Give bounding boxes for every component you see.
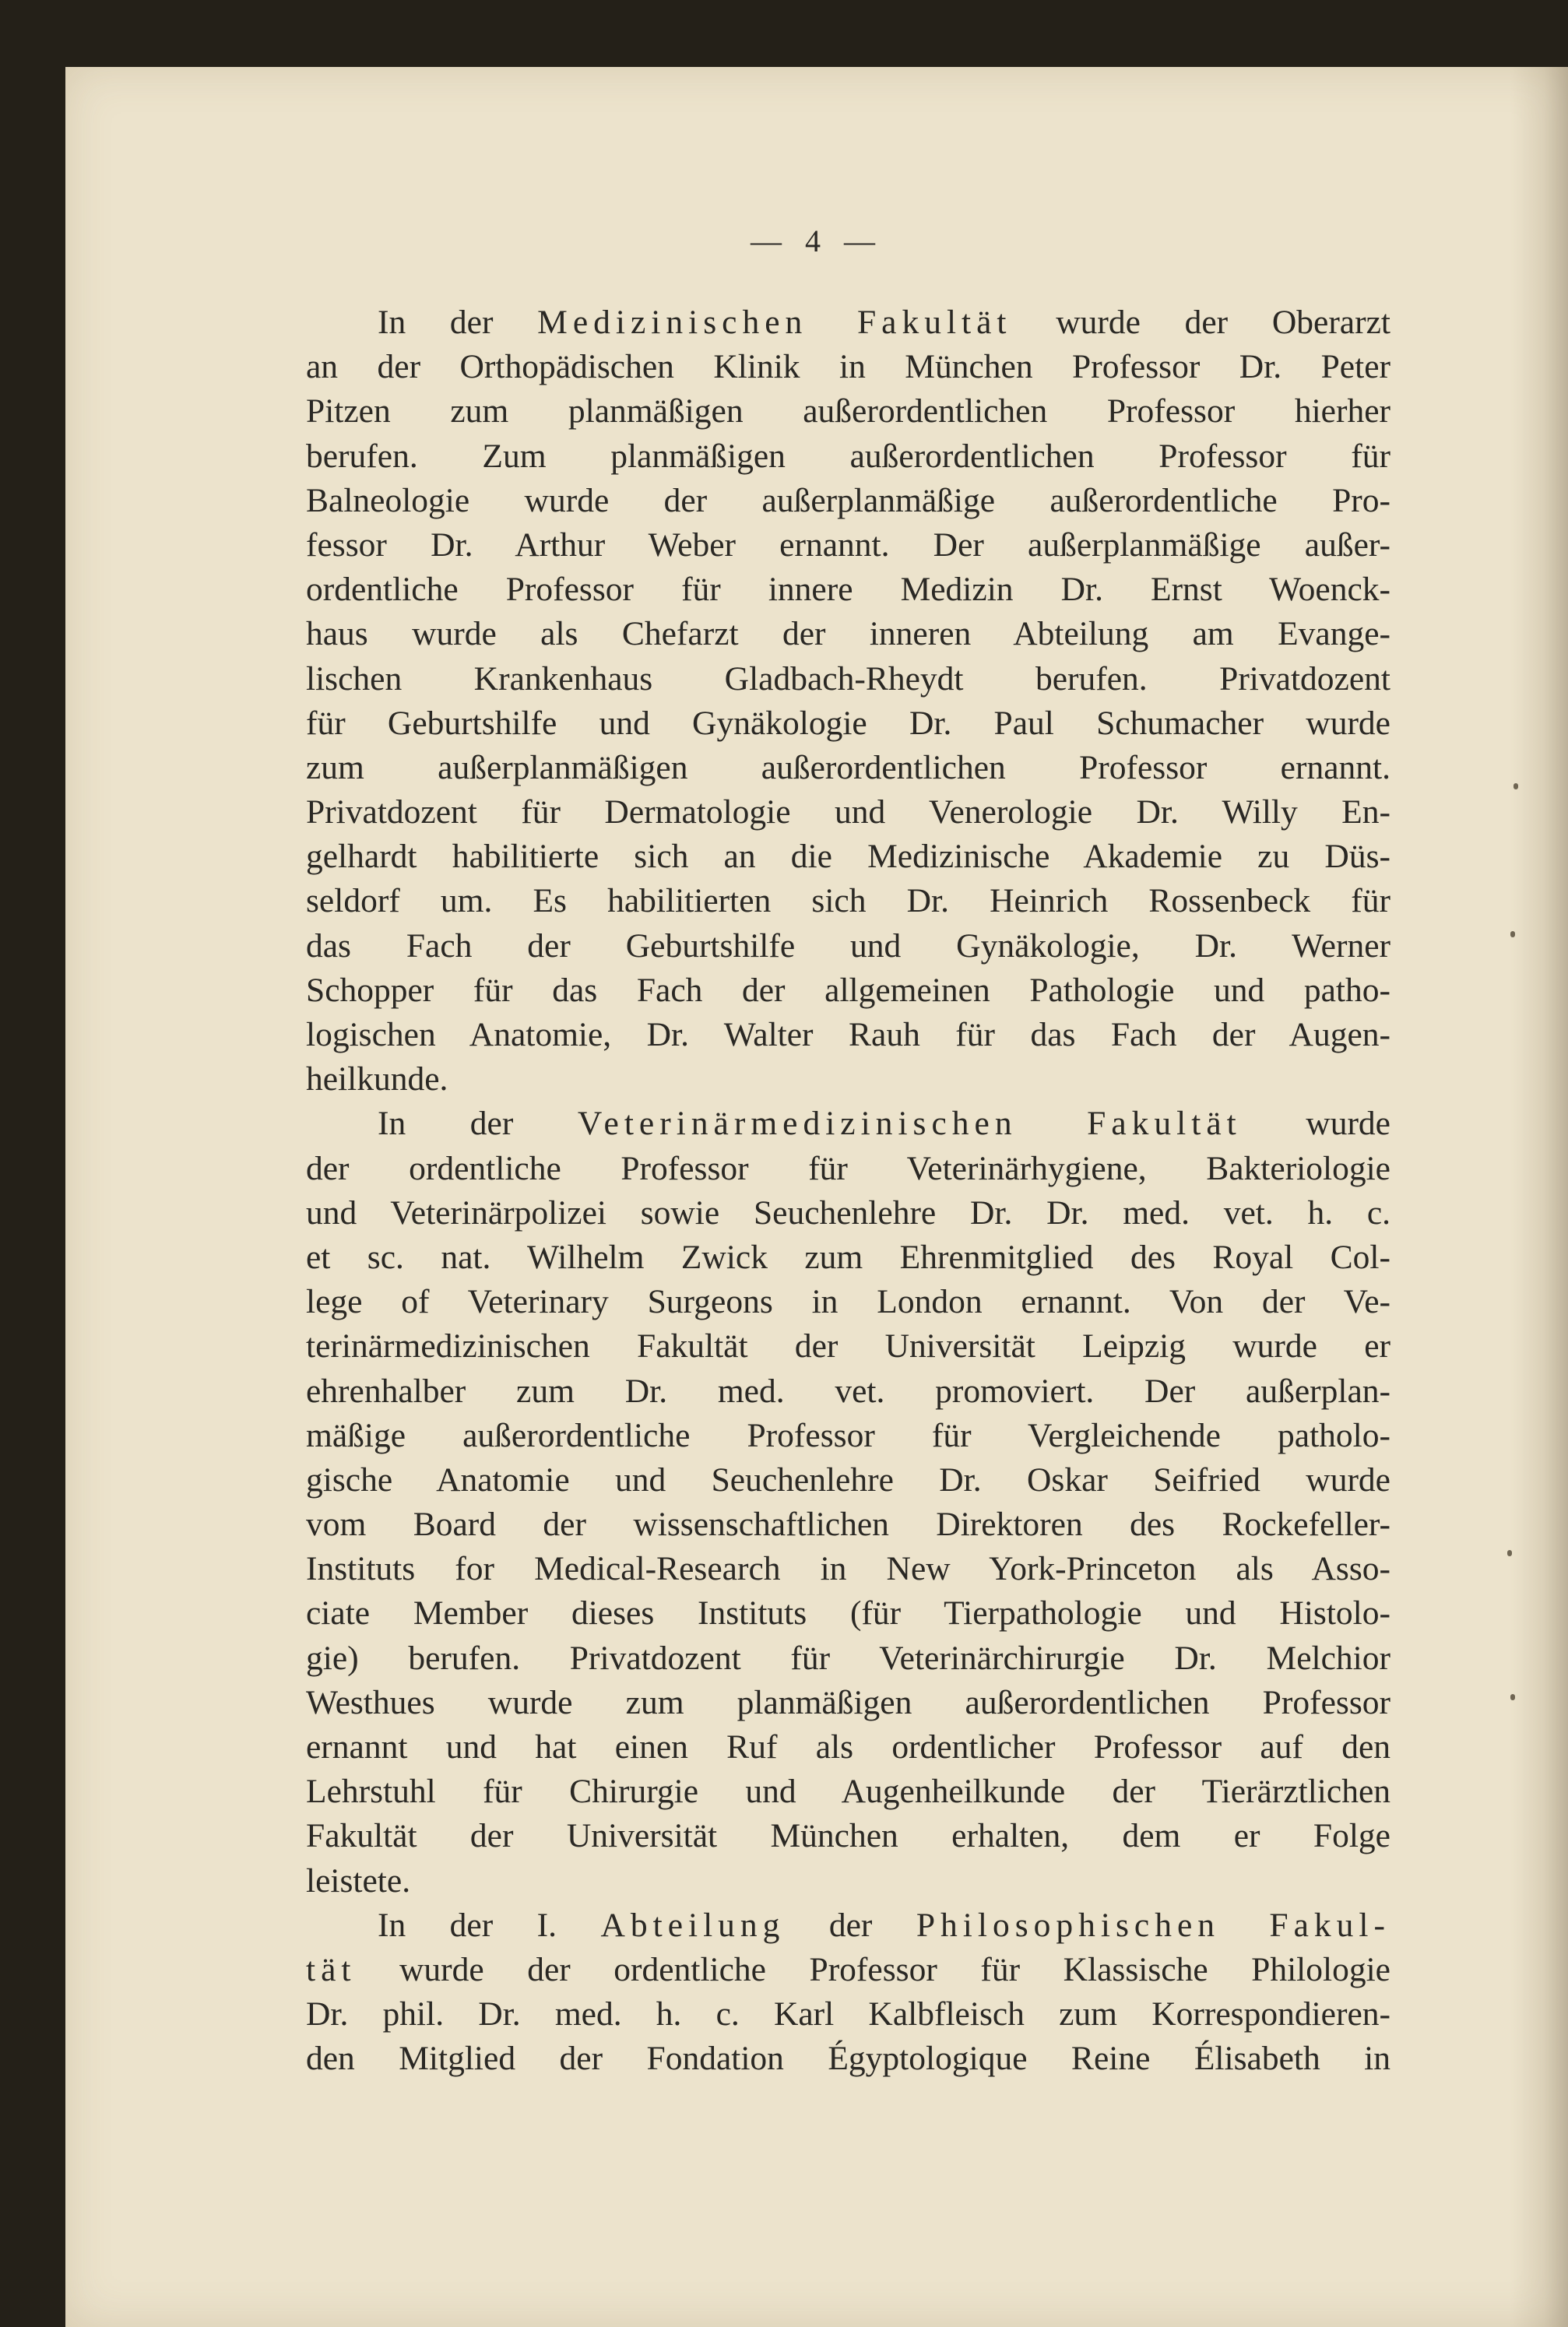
text-run: zum außerplanmäßigen außerordentlichen Professor ernannt.	[306, 748, 1390, 786]
text-run: Privatdozent für Dermatologie und Venerologie Dr. Willy En-	[306, 793, 1390, 831]
text-run: logischen Anatomie, Dr. Walter Rauh für das Fach der Augen-	[306, 1016, 1390, 1053]
specks	[1514, 783, 1518, 789]
text-run: lege of Veterinary Surgeons in London ernannt. Von der Ve-	[306, 1283, 1390, 1321]
text-run: und Veterinärpolizei sowie Seuchenlehre Dr. Dr. med. vet. h. c.	[306, 1193, 1390, 1232]
text-run: fessor Dr. Arthur Weber ernannt. Der außerplanmäßige außer-	[306, 526, 1390, 564]
text-line	[306, 1324, 1390, 1369]
text-line	[306, 1591, 1390, 1636]
text-line	[306, 1191, 1390, 1236]
text-line	[306, 1770, 1390, 1814]
body-text	[306, 301, 1390, 2082]
text-run: Schopper für das Fach der allgemeinen Pathologie und patho-	[306, 971, 1390, 1009]
text-run: leistete.	[306, 1861, 411, 1900]
specks	[1507, 1550, 1512, 1556]
text-run: wurde der ordentliche Professor für Klassische Philologie	[356, 1950, 1390, 1988]
text-run: ciate Member dieses Instituts (für Tierpathologie und Histolo-	[306, 1594, 1390, 1633]
text-line	[306, 1547, 1390, 1591]
spaced-emphasis-text: Philosophischen Fakul-	[916, 1906, 1391, 1944]
spaced-emphasis-text: Veterinärmedizinischen Fakultät	[577, 1105, 1242, 1143]
page-number: — 4 —	[751, 223, 883, 258]
text-run: ehrenhalber zum Dr. med. vet. promoviert. Der außerplan-	[306, 1372, 1390, 1410]
text-run: lischen Krankenhaus Gladbach-Rheydt berufen. Privatdozent	[306, 659, 1390, 698]
text-run: In der	[378, 1105, 578, 1143]
text-run: für Geburtshilfe und Gynäkologie Dr. Paul Schumacher wurde	[306, 704, 1390, 742]
text-line	[306, 1636, 1390, 1681]
text-run: Fakultät der Universität München erhalten, dem er Folge	[306, 1817, 1390, 1855]
text-line	[306, 790, 1390, 835]
text-run: wurde	[1241, 1105, 1390, 1143]
text-line	[306, 657, 1390, 701]
text-run: gelhardt habilitierte sich an die Medizinische Akademie zu Düs-	[306, 838, 1390, 876]
text-run: ernannt und hat einen Ruf als ordentlicher Professor auf den	[306, 1728, 1390, 1766]
text-line	[306, 1414, 1390, 1458]
text-line	[306, 1503, 1390, 1547]
text-run: Lehrstuhl für Chirurgie und Augenheilkunde der Tierärztlichen	[306, 1773, 1390, 1811]
text-line	[306, 1814, 1390, 1858]
text-line	[306, 1057, 1390, 1102]
text-line	[306, 879, 1390, 923]
text-line	[306, 701, 1390, 746]
text-line	[306, 746, 1390, 790]
text-line	[306, 1948, 1390, 1992]
text-run: das Fach der Geburtshilfe und Gynäkologie, Dr. Werner	[306, 926, 1390, 965]
text-run: gie) berufen. Privatdozent für Veterinärchirurgie Dr. Melchior	[306, 1639, 1390, 1677]
text-line	[306, 835, 1390, 879]
text-line	[306, 2037, 1390, 2081]
spaced-emphasis-text: Abteilung	[600, 1906, 786, 1944]
page-fold-shadow	[1510, 67, 1568, 2327]
text-run: Westhues wurde zum planmäßigen außerordentlichen Professor	[306, 1683, 1390, 1721]
text-run: den Mitglied der Fondation Égyptologique Reine Élisabeth in	[306, 2040, 1390, 2078]
text-line	[306, 968, 1390, 1013]
text-line	[306, 568, 1390, 612]
text-line	[306, 612, 1390, 656]
spaced-emphasis-text: tät	[306, 1950, 357, 1988]
text-line	[306, 1147, 1390, 1191]
text-run: Balneologie wurde der außerplanmäßige außerordentliche Pro-	[306, 481, 1390, 519]
text-line	[306, 1903, 1390, 1948]
text-line	[306, 1102, 1390, 1146]
text-line	[306, 1236, 1390, 1280]
text-line	[306, 345, 1390, 389]
text-run: haus wurde als Chefarzt der inneren Abteilung am Evange-	[306, 615, 1390, 653]
text-run: der ordentliche Professor für Veterinärhygiene, Bakteriologie	[306, 1149, 1390, 1187]
text-run: gische Anatomie und Seuchenlehre Dr. Oskar Seifried wurde	[306, 1461, 1390, 1499]
text-line	[306, 479, 1390, 523]
text-run: der	[785, 1906, 916, 1944]
text-run: terinärmedizinischen Fakultät der Universität Leipzig wurde er	[306, 1327, 1390, 1366]
text-run: In der I.	[378, 1906, 601, 1944]
text-line	[306, 1458, 1390, 1503]
specks	[1510, 931, 1515, 937]
text-line	[306, 1369, 1390, 1414]
text-run: In der	[378, 304, 538, 341]
text-run: berufen. Zum planmäßigen außerordentlichen Professor für	[306, 437, 1390, 475]
document-page	[65, 67, 1568, 2327]
text-line	[306, 389, 1390, 434]
text-line	[306, 523, 1390, 568]
spaced-emphasis-text: Medizinischen Fakultät	[537, 304, 1012, 341]
text-run: mäßige außerordentliche Professor für Vergleichende patholo-	[306, 1416, 1390, 1454]
text-line	[306, 1859, 1390, 1903]
text-line	[306, 1681, 1390, 1725]
text-run: seldorf um. Es habilitierten sich Dr. Heinrich Rossenbeck für	[306, 882, 1390, 920]
text-run: Instituts for Medical-Research in New York-Princeton als Asso-	[306, 1550, 1390, 1588]
text-run: vom Board der wissenschaftlichen Direktoren des Rockefeller-	[306, 1506, 1390, 1544]
text-line	[306, 434, 1390, 479]
text-line	[306, 1992, 1390, 2037]
text-line	[306, 1725, 1390, 1770]
text-run: Dr. phil. Dr. med. h. c. Karl Kalbfleisch zum Korrespondieren-	[306, 1995, 1390, 2033]
text-run: Pitzen zum planmäßigen außerordentlichen Professor hierher	[306, 392, 1390, 431]
text-line	[306, 924, 1390, 968]
text-run: an der Orthopädischen Klinik in München Professor Dr. Peter	[306, 348, 1390, 386]
text-line	[306, 1280, 1390, 1324]
text-run: wurde der Oberarzt	[1011, 304, 1390, 341]
text-line	[306, 301, 1390, 345]
text-run: heilkunde.	[306, 1060, 448, 1098]
text-run: et sc. nat. Wilhelm Zwick zum Ehrenmitglied des Royal Col-	[306, 1238, 1390, 1276]
text-run: ordentliche Professor für innere Medizin Dr. Ernst Woenck-	[306, 571, 1390, 609]
text-line	[306, 1013, 1390, 1057]
specks	[1510, 1694, 1515, 1700]
